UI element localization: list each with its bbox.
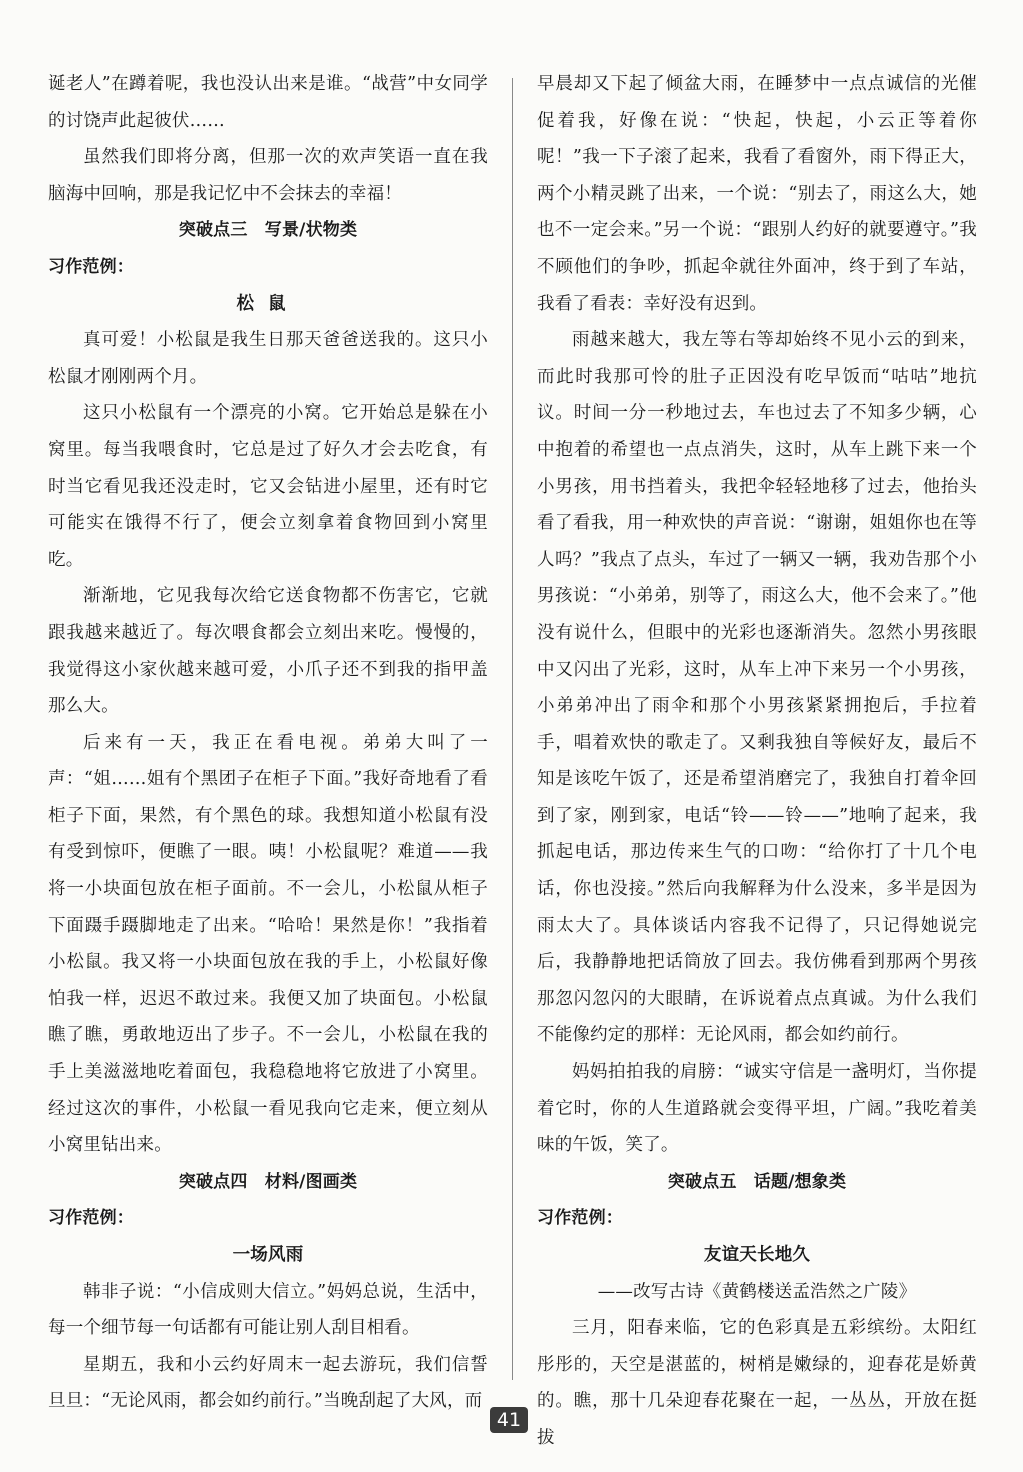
paragraph: 渐渐地，它见我每次给它送食物都不伤害它，它就跟我越来越近了。每次喂食都会立刻出来吃。慢慢的，我觉得这小家伙越来越可爱，小爪子还不到我的指甲盖那么大。 [48,586,488,717]
example-label: 习作范例： [48,256,134,277]
example-label: 习作范例： [48,1208,134,1229]
essay-title: 友谊天长地久 [703,1245,811,1265]
section-heading: 突破点三 写景/状物类 [178,220,358,241]
paragraph: 妈妈拍拍我的肩膀：“诚实守信是一盏明灯，当你提着它时，你的人生道路就会变得平坦，广阔。”我吃着美味的午饭，笑了。 [537,1062,977,1156]
example-label: 习作范例： [537,1208,623,1229]
paragraph: 这只小松鼠有一个漂亮的小窝。它开始总是躲在小窝里。每当我喂食时，它总是过了好久才会去吃食，有时当它看见我还没走时，它又会钻进小屋里，还有时它可能实在饿得不行了，便会立刻拿着食物回到小窝里吃。 [48,403,488,570]
right-column [537,66,977,1448]
essay-title: 松鼠 [236,293,300,314]
section-heading: 突破点五 话题/想象类 [667,1171,847,1192]
paragraph: 虽然我们即将分离，但那一次的欢声笑语一直在我脑海中回响，那是我记忆中不会抹去的幸福！ [48,147,488,204]
paragraph: 诞老人”在蹲着呢，我也没认出来是谁。“战营”中女同学的讨饶声此起彼伏…… [48,74,488,131]
paragraph: 早晨却又下起了倾盆大雨，在睡梦中一点点诚信的光催促着我，好像在说：“快起，快起，小云正等着你呢！”我一下子滚了起来，我看了看窗外，雨下得正大，两个小精灵跳了出来，一个说：“别去了，雨这么大，她也不一定会来。”另一个说：“跟别人约好的就要遵守。”我不顾他们的争吵，抓起伞就往外面冲，终于到了车站，我看了看表：幸好没有迟到。 [537,74,977,314]
column-divider [512,78,513,1380]
paragraph: 星期五，我和小云约好周末一起去游玩，我们信誓旦旦：“无论风雨，都会如约前行。”当晚刮起了大风，而 [48,1354,488,1412]
paragraph: 真可爱！小松鼠是我生日那天爸爸送我的。这只小松鼠才刚刚两个月。 [48,330,488,387]
paragraph: 雨越来越大，我左等右等却始终不见小云的到来，而此时我那可怜的肚子正因没有吃早饭而“咕咕”地抗议。时间一分一秒地过去，车也过去了不知多少辆，心中抱着的希望也一点点消失，这时，从车上跳下来一个小男孩，用书挡着头，我把伞轻轻地移了过去，他抬头看了看我，用一种欢快的声音说：“谢谢，姐姐你也在等人吗？”我点了点头，车过了一辆又一辆，我劝告那个小男孩说：“小弟弟，别等了，雨这么大，他不会来了。”他没有说什么，但眼中的光彩也逐渐消失。忽然小男孩眼中又闪出了光彩，这时，从车上冲下来另一个小男孩，小弟弟冲出了雨伞和那个小男孩紧紧拥抱后，手拉着手，唱着欢快的歌走了。又剩我独自等候好友，最后不知是该吃午饭了，还是希望消磨完了，我独自打着伞回到了家，刚到家，电话“铃——铃——”地响了起来，我抓起电话，那边传来生气的口吻：“给你打了十几个电话，你也没接。”然后向我解释为什么没来，多半是因为雨太大了。具体谈话内容我不记得了，只记得她说完后，我静静地把话筒放了回去。我仿佛看到那两个男孩那忽闪忽闪的大眼睛，在诉说着点点真诚。为什么我们不能像约定的那样：无论风雨，都会如约前行。 [537,330,977,1046]
essay-subtitle: ——改写古诗《黄鹤楼送孟浩然之广陵》 [597,1281,917,1302]
paragraph: 后来有一天，我正在看电视。弟弟大叫了一声：“姐……姐有个黑团子在柜子下面。”我好奇地看了看柜子下面，果然，有个黑色的球。我想知道小松鼠有没有受到惊吓，便瞧了一眼。咦！小松鼠呢？难道——我将一小块面包放在柜子面前。不一会儿，小松鼠从柜子下面蹑手蹑脚地走了出来。“哈哈！果然是你！”我指着小松鼠。我又将一小块面包放在我的手上，小松鼠好像怕我一样，迟迟不敢过来。我便又加了块面包。小松鼠瞧了瞧，勇敢地迈出了步子。不一会儿，小松鼠在我的手上美滋滋地吃着面包，我稳稳地将它放进了小窝里。经过这次的事件，小松鼠一看见我向它走来，便立刻从小窝里钻出来。 [48,732,488,1156]
left-column [48,66,488,1412]
section-heading: 突破点四 材料/图画类 [178,1171,358,1192]
paragraph: 韩非子说：“小信成则大信立。”妈妈总说，生活中，每一个细节每一句话都有可能让别人刮目相看。 [48,1281,488,1339]
page-number: 41 [490,1407,528,1433]
essay-title: 一场风雨 [232,1245,304,1265]
paragraph: 三月，阳春来临，它的色彩真是五彩缤纷。太阳红彤彤的，天空是湛蓝的，树梢是嫩绿的，迎春花是娇黄的。瞧，那十几朵迎春花聚在一起，一丛丛，开放在挺拔 [537,1318,977,1448]
